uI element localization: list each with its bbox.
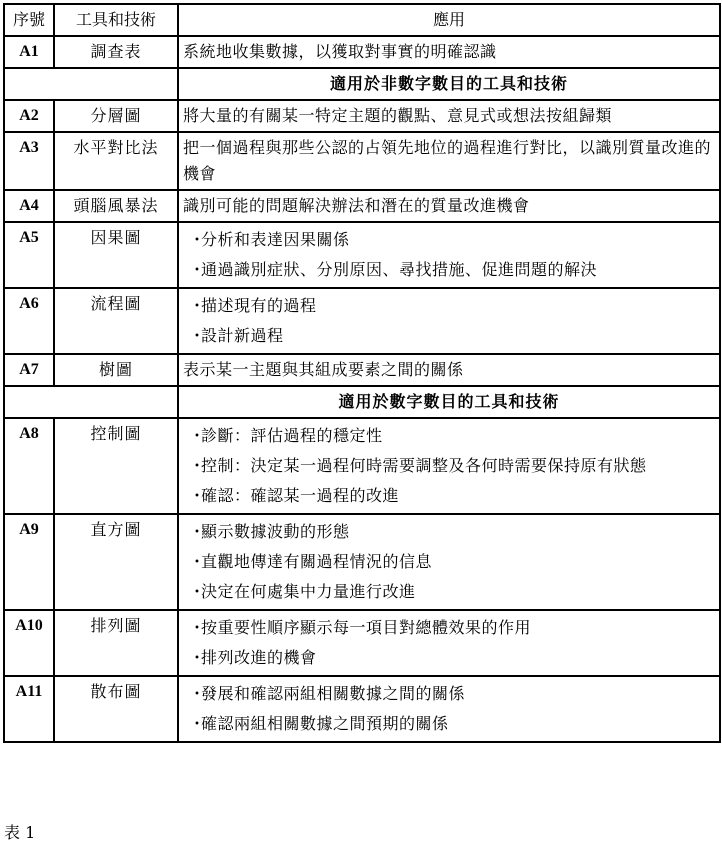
application-cell: 將大量的有關某一特定主題的觀點、意見式或想法按組歸類 bbox=[178, 100, 720, 132]
bullet-mark: ・ bbox=[189, 618, 206, 637]
section-title: 適用於非數字數目的工具和技術 bbox=[178, 68, 720, 100]
tool-name: 樹圖 bbox=[54, 354, 178, 386]
row-number: A1 bbox=[4, 36, 54, 68]
table-row bbox=[4, 100, 720, 132]
tool-name: 控制圖 bbox=[54, 418, 178, 514]
bullet-text: 通過識別症狀、分別原因、尋找措施、促進問題的解決 bbox=[201, 260, 598, 279]
section-row bbox=[4, 386, 720, 418]
table-caption: 表 1 bbox=[4, 823, 36, 842]
application-cell bbox=[178, 222, 720, 288]
application-list bbox=[183, 613, 715, 673]
tool-name: 排列圖 bbox=[54, 610, 178, 676]
application-bullet bbox=[183, 481, 715, 511]
application-cell bbox=[178, 610, 720, 676]
table-row bbox=[4, 132, 720, 190]
application-list bbox=[183, 517, 715, 607]
bullet-mark: ・ bbox=[189, 456, 206, 475]
application-cell: 把一個過程與那些公認的占領先地位的過程進行對比，以識別質量改進的機會 bbox=[178, 132, 720, 190]
application-bullet bbox=[183, 577, 715, 607]
table-row bbox=[4, 36, 720, 68]
application-list bbox=[183, 225, 715, 285]
application-cell bbox=[178, 418, 720, 514]
bullet-text: 確認：確認某一過程的改進 bbox=[201, 486, 400, 505]
application-bullet bbox=[183, 321, 715, 351]
bullet-mark: ・ bbox=[189, 260, 206, 279]
bullet-mark: ・ bbox=[189, 486, 206, 505]
section-title: 適用於數字數目的工具和技術 bbox=[178, 386, 720, 418]
application-bullet bbox=[183, 451, 715, 481]
bullet-mark: ・ bbox=[189, 522, 206, 541]
application-bullet bbox=[183, 613, 715, 643]
tool-name: 流程圖 bbox=[54, 288, 178, 354]
bullet-text: 分析和表達因果關係 bbox=[201, 230, 350, 249]
application-list bbox=[183, 679, 715, 739]
tool-name: 水平對比法 bbox=[54, 132, 178, 190]
row-number: A8 bbox=[4, 418, 54, 514]
tool-name: 調查表 bbox=[54, 36, 178, 68]
table-body bbox=[4, 36, 720, 742]
application-bullet bbox=[183, 679, 715, 709]
row-number: A2 bbox=[4, 100, 54, 132]
application-cell: 識別可能的問題解決辦法和潛在的質量改進機會 bbox=[178, 190, 720, 222]
row-number: A9 bbox=[4, 514, 54, 610]
application-cell bbox=[178, 514, 720, 610]
bullet-text: 發展和確認兩組相關數據之間的關係 bbox=[201, 684, 466, 703]
row-number: A7 bbox=[4, 354, 54, 386]
application-bullet bbox=[183, 643, 715, 673]
tool-name: 分層圖 bbox=[54, 100, 178, 132]
application-cell bbox=[178, 676, 720, 742]
table-row bbox=[4, 190, 720, 222]
row-number: A5 bbox=[4, 222, 54, 288]
bullet-text: 確認兩組相關數據之間預期的關係 bbox=[201, 714, 449, 733]
header-tool: 工具和技術 bbox=[54, 4, 178, 36]
bullet-mark: ・ bbox=[189, 230, 206, 249]
bullet-mark: ・ bbox=[189, 552, 206, 571]
row-number: A3 bbox=[4, 132, 54, 190]
application-cell: 系統地收集數據，以獲取對事實的明確認識 bbox=[178, 36, 720, 68]
tool-name: 因果圖 bbox=[54, 222, 178, 288]
bullet-text: 顯示數據波動的形態 bbox=[201, 522, 350, 541]
bullet-text: 控制：決定某一過程何時需要調整及各何時需要保持原有狀態 bbox=[201, 456, 647, 475]
section-blank-cell bbox=[4, 68, 178, 100]
tools-table bbox=[3, 3, 721, 743]
bullet-text: 診斷：評估過程的穩定性 bbox=[201, 426, 383, 445]
table-row bbox=[4, 222, 720, 288]
tool-name: 頭腦風暴法 bbox=[54, 190, 178, 222]
application-bullet bbox=[183, 225, 715, 255]
bullet-text: 排列改進的機會 bbox=[201, 648, 317, 667]
table-row bbox=[4, 418, 720, 514]
row-number: A6 bbox=[4, 288, 54, 354]
bullet-text: 按重要性順序顯示每一項目對總體效果的作用 bbox=[201, 618, 532, 637]
section-blank-cell bbox=[4, 386, 178, 418]
bullet-mark: ・ bbox=[189, 648, 206, 667]
bullet-mark: ・ bbox=[189, 326, 206, 345]
bullet-mark: ・ bbox=[189, 426, 206, 445]
bullet-text: 描述現有的過程 bbox=[201, 296, 317, 315]
header-no: 序號 bbox=[4, 4, 54, 36]
application-cell bbox=[178, 288, 720, 354]
application-bullet bbox=[183, 709, 715, 739]
tool-name: 直方圖 bbox=[54, 514, 178, 610]
application-bullet bbox=[183, 255, 715, 285]
table-row bbox=[4, 676, 720, 742]
table-row bbox=[4, 354, 720, 386]
application-list bbox=[183, 421, 715, 511]
header-row bbox=[4, 4, 720, 36]
section-row bbox=[4, 68, 720, 100]
row-number: A11 bbox=[4, 676, 54, 742]
table-row bbox=[4, 514, 720, 610]
table-row bbox=[4, 610, 720, 676]
bullet-mark: ・ bbox=[189, 296, 206, 315]
tool-name: 散布圖 bbox=[54, 676, 178, 742]
bullet-text: 直觀地傳達有關過程情況的信息 bbox=[201, 552, 433, 571]
application-bullet bbox=[183, 517, 715, 547]
application-list bbox=[183, 291, 715, 351]
table-row bbox=[4, 288, 720, 354]
application-bullet bbox=[183, 547, 715, 577]
header-application: 應用 bbox=[178, 4, 720, 36]
bullet-text: 設計新過程 bbox=[201, 326, 284, 345]
bullet-mark: ・ bbox=[189, 684, 206, 703]
bullet-text: 決定在何處集中力量進行改進 bbox=[201, 582, 416, 601]
application-bullet bbox=[183, 421, 715, 451]
bullet-mark: ・ bbox=[189, 714, 206, 733]
application-bullet bbox=[183, 291, 715, 321]
application-cell: 表示某一主題與其組成要素之間的關係 bbox=[178, 354, 720, 386]
bullet-mark: ・ bbox=[189, 582, 206, 601]
row-number: A4 bbox=[4, 190, 54, 222]
row-number: A10 bbox=[4, 610, 54, 676]
